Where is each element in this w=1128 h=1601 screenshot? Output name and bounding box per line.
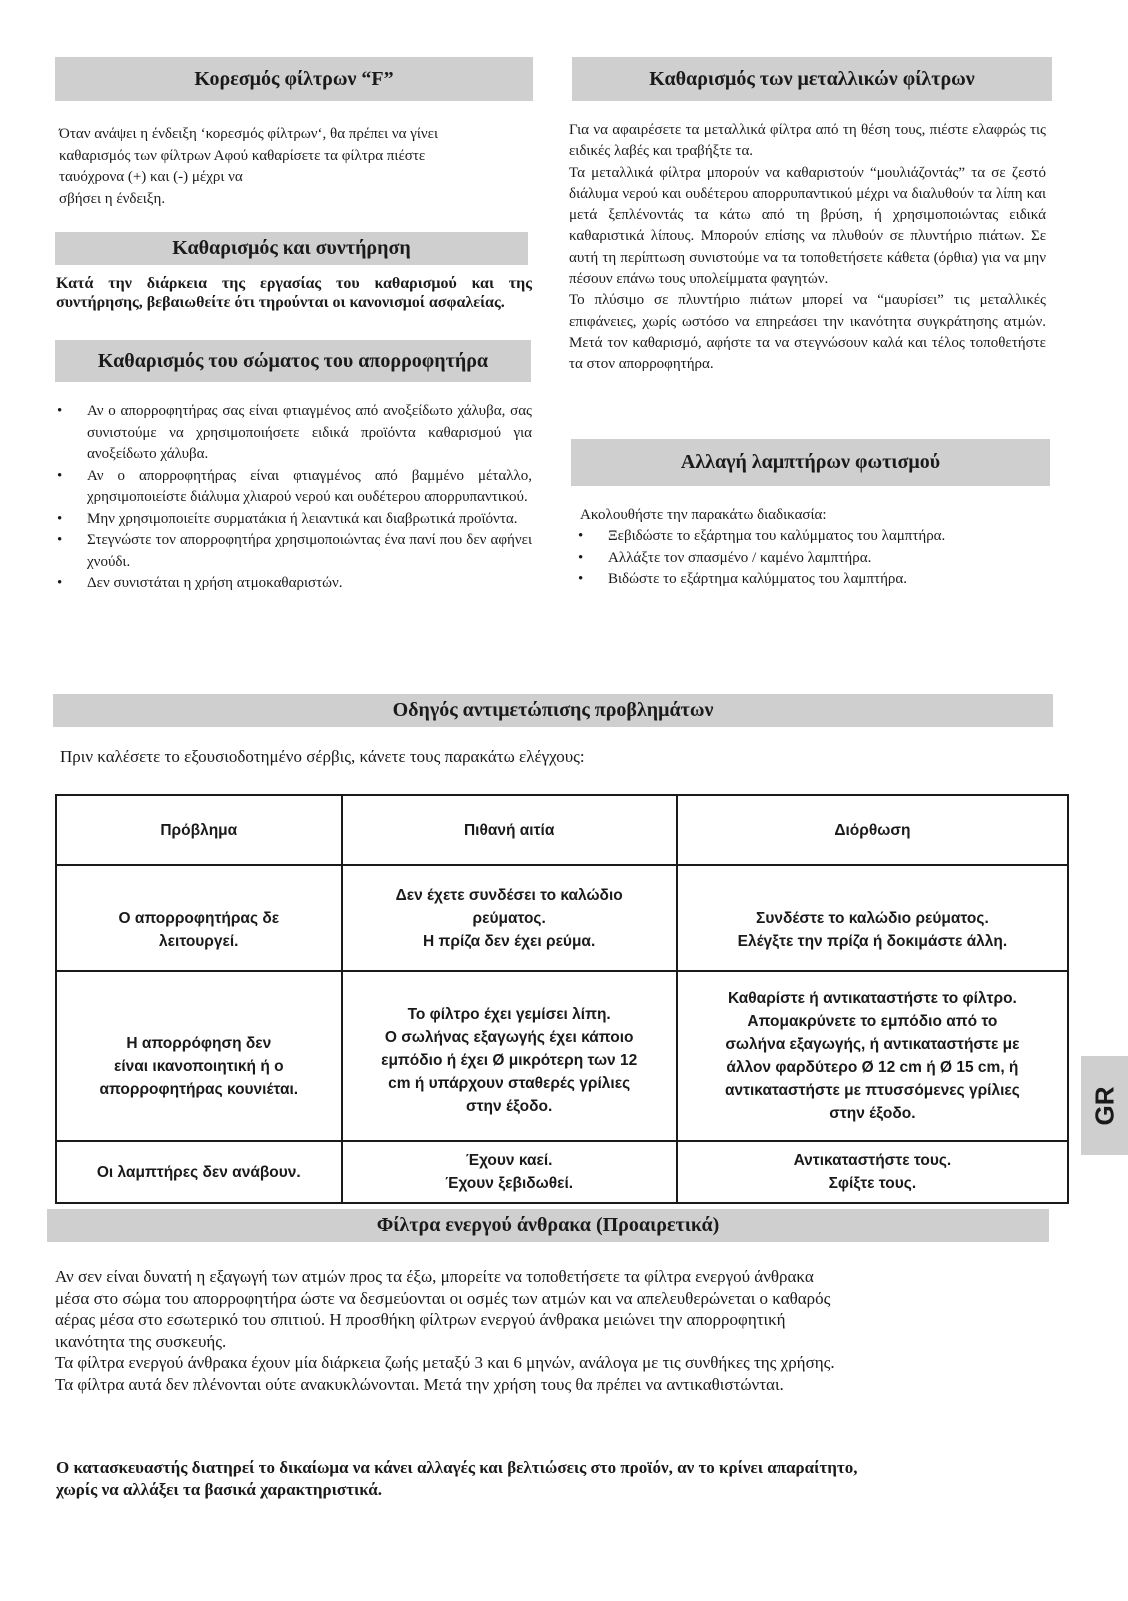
- cell-line: Έχουν ξεβιδωθεί.: [445, 1175, 574, 1192]
- language-tab-label: GR: [1089, 1086, 1119, 1125]
- cell-line: εμπόδιο ή έχει Ø μικρότερη των 12: [381, 1051, 638, 1069]
- header-cause: Πιθανή αιτία: [342, 795, 677, 865]
- text-line: Ο κατασκευαστής διατηρεί το δικαίωμα να κάνει αλλαγές και βελτιώσεις στο προϊόν, αν το κρίνει απαραίτητο,: [56, 1458, 858, 1477]
- cell-line: Το φίλτρο έχει γεμίσει λίπη.: [407, 1005, 611, 1023]
- text-line: Αν σεν είναι δυνατή η εξαγωγή των ατμών προς τα έξω, μπορείτε να τοποθετήσετε τα φίλτρα ενεργού άνθρακα: [55, 1267, 814, 1286]
- text-line: σβήσει η ένδειξη.: [59, 190, 166, 207]
- table-row: [56, 1141, 1068, 1203]
- carbon-filters-heading: Φίλτρα ενεργού άνθρακα (Προαιρετικά): [47, 1209, 1049, 1242]
- cell-fix: [677, 865, 1068, 971]
- text-line: χωρίς να αλλάξει τα βασικά χαρακτηριστικά.: [56, 1480, 382, 1499]
- cell-line: Ελέγξτε την πρίζα ή δοκιμάστε άλλη.: [737, 933, 1008, 950]
- cell-cause: [342, 865, 677, 971]
- list-item: • Αν ο απορροφητήρας σας είναι φτιαγμένος από ανοξείδωτο χάλυβα, σας συνιστούμε να χρησιμοποιήσετε ειδικά προϊόντα καθαρισμού για ανοξείδωτο χάλυβα.: [55, 401, 532, 466]
- cell-line: αντικαταστήστε με πτυσσόμενες γρίλιες: [724, 1082, 1020, 1099]
- cell-line: ρεύματος.: [472, 909, 546, 927]
- cell-fix: [677, 1141, 1068, 1203]
- body-cleaning-list: [55, 401, 532, 595]
- carbon-filters-text: [55, 1266, 1065, 1395]
- table-header-row: [56, 795, 1068, 865]
- cell-line: Δεν έχετε συνδέσει το καλώδιο: [395, 886, 623, 904]
- cell-line: Ο απορροφητήρας δε: [118, 910, 280, 927]
- list-item: • Βιδώστε το εξάρτημα καλύμματος του λαμπτήρα.: [576, 569, 1046, 591]
- cell-line: Αντικαταστήστε τους.: [793, 1152, 952, 1169]
- table-row: [56, 971, 1068, 1141]
- troubleshooting-table: [55, 794, 1069, 1204]
- paragraph: Για να αφαιρέσετε τα μεταλλικά φίλτρα από τη θέση τους, πιέστε ελαφρώς τις ειδικές λαβές και τραβήξτε τα.: [569, 122, 1046, 160]
- cell-line: Έχουν καεί.: [465, 1152, 553, 1169]
- lamp-change-heading: Αλλαγή λαμπτήρων φωτισμού: [571, 439, 1050, 486]
- safety-warning: Κατά την διάρκεια της εργασίας του καθαρισμού και της συντήρησης, βεβαιωθείτε ότι τηρούνται οι κανονισμοί ασφαλείας.: [56, 275, 532, 311]
- language-tab: [1081, 1056, 1128, 1155]
- cell-line: Οι λαμπτήρες δεν ανάβουν.: [96, 1163, 301, 1181]
- troubleshooting-intro: Πριν καλέσετε το εξουσιοδοτημένο σέρβις, κάνετε τους παρακάτω ελέγχους:: [60, 747, 585, 766]
- cell-line: στην έξοδο.: [829, 1105, 916, 1122]
- cell-cause: [342, 1141, 677, 1203]
- list-item: • Δεν συνιστάται η χρήση ατμοκαθαριστών.: [55, 573, 532, 595]
- cell-line: άλλον φαρδύτερο Ø 12 cm ή Ø 15 cm, ή: [726, 1059, 1019, 1076]
- lamp-change-steps: [576, 526, 1046, 591]
- table-row: [56, 865, 1068, 971]
- cell-cause: [342, 971, 677, 1141]
- list-item: • Μην χρησιμοποιείτε συρματάκια ή λειαντικά και διαβρωτικά προϊόντα.: [55, 509, 532, 531]
- text-line: Τα φίλτρα ενεργού άνθρακα έχουν μία διάρκεια ζωής μεταξύ 3 και 6 μηνών, ανάλογα με τις συνθήκες της χρήσης.: [55, 1353, 835, 1372]
- header-problem: Πρόβλημα: [56, 795, 342, 865]
- text-line: αέρας μέσα στο εσωτερικό του σπιτιού. Η προσθήκη φίλτρων ενεργού άνθρακα μειώνει την απορροφητική: [55, 1310, 786, 1329]
- filter-saturation-heading: Κορεσμός φίλτρων “F”: [55, 57, 533, 101]
- cell-fix: [677, 971, 1068, 1141]
- metal-filters-text: [569, 120, 1046, 376]
- paragraph: Το πλύσιμο σε πλυντήριο πιάτων μπορεί να “μαυρίσει” τις μεταλλικές επιφάνειες, χωρίς ωστόσο να επηρεάσει την ικανότητα συγκράτησης ατμών. Μετά τον καθαρισμό, αφήστε τα να στεγνώσουν καλά και τέλος τοποθετήστε τα στον απορροφητήρα.: [569, 292, 1046, 373]
- header-fix: Διόρθωση: [677, 795, 1068, 865]
- paragraph: Τα μεταλλικά φίλτρα μπορούν να καθαριστούν “μουλιάζοντάς” τα σε ζεστό διάλυμα νερού και ουδέτερου απορρυπαντικού μέχρι να διαλυθούν τα λίπη και μετά ξεπλένοντάς τα κάτω από τη βρύση, ή χρησιμοποιώντας ειδικά καθαριστικά λίπους. Μπορούν επίσης να πλυθούν σε πλυντήριο πιάτων. Σε αυτή τη περίπτωση συνιστούμε να τα τοποθετήσετε κάθετα (όρθια) για να μην πέσουν επάνω τους υπολείμματα φαγητών.: [569, 164, 1046, 288]
- metal-filters-heading: Καθαρισμός των μεταλλικών φίλτρων: [572, 57, 1052, 101]
- list-item: • Αν ο απορροφητήρας είναι φτιαγμένος από βαμμένο μέταλλο, χρησιμοποιείστε διάλυμα χλιαρού νερού και ουδέτερου απορρυπαντικού.: [55, 466, 532, 509]
- cell-problem: [56, 1141, 342, 1203]
- text-line: καθαρισμός των φίλτρων Αφού καθαρίσετε τα φίλτρα πιέστε: [59, 147, 426, 164]
- cell-line: σωλήνα εξαγωγής, ή αντικαταστήστε με: [725, 1036, 1020, 1053]
- cleaning-maintenance-heading: Καθαρισμός και συντήρηση: [55, 232, 528, 265]
- list-item: • Αλλάξτε τον σπασμένο / καμένο λαμπτήρα.: [576, 548, 1046, 570]
- lamp-change-intro: Ακολουθήστε την παρακάτω διαδικασία:: [580, 507, 827, 523]
- troubleshooting-heading: Οδηγός αντιμετώπισης προβλημάτων: [53, 694, 1053, 727]
- manufacturer-disclaimer: [56, 1457, 1066, 1501]
- cell-line: Καθαρίστε ή αντικαταστήστε το φίλτρο.: [727, 990, 1017, 1007]
- cell-line: Η απορρόφηση δεν: [126, 1034, 272, 1052]
- filter-saturation-text: [59, 124, 539, 210]
- text-line: Όταν ανάψει η ένδειξη ‘κορεσμός φίλτρων‘, θα πρέπει να γίνει: [59, 126, 439, 142]
- text-line: Τα φίλτρα αυτά δεν πλένονται ούτε ανακυκλώνονται. Μετά την χρήση τους θα πρέπει να αντικαθιστώνται.: [55, 1374, 784, 1394]
- text-line: μέσα στο σώμα του απορροφητήρα ώστε να δεσμεύονται οι οσμές των ατμών και να απελευθερώνεται ο καθαρός: [55, 1288, 831, 1308]
- cell-line: λειτουργεί.: [159, 933, 239, 950]
- cell-line: Η πρίζα δεν έχει ρεύμα.: [423, 932, 596, 950]
- body-cleaning-heading: Καθαρισμός του σώματος του απορροφητήρα: [55, 340, 531, 382]
- cell-line: Συνδέστε το καλώδιο ρεύματος.: [756, 910, 989, 927]
- list-item: • Στεγνώστε τον απορροφητήρα χρησιμοποιώντας ένα πανί που δεν αφήνει χνούδι.: [55, 530, 532, 573]
- cell-line: απορροφητήρας κουνιέται.: [99, 1080, 299, 1098]
- text-line: ταυόχρονα (+) και (-) μέχρι να: [59, 169, 243, 185]
- cell-problem: [56, 865, 342, 971]
- cell-line: cm ή υπάρχουν σταθερές γρίλιες: [388, 1074, 631, 1092]
- text-line: ικανότητα της συσκευής.: [55, 1331, 227, 1351]
- cell-line: είναι ικανοποιητική ή ο: [113, 1057, 284, 1075]
- cell-line: Ο σωλήνας εξαγωγής έχει κάποιο: [384, 1028, 634, 1046]
- list-item: • Ξεβιδώστε το εξάρτημα του καλύμματος του λαμπτήρα.: [576, 526, 1046, 548]
- cell-problem: [56, 971, 342, 1141]
- cell-line: Σφίξτε τους.: [828, 1175, 917, 1192]
- cell-line: Απομακρύνετε το εμπόδιο από το: [747, 1013, 998, 1030]
- cell-line: στην έξοδο.: [466, 1097, 553, 1115]
